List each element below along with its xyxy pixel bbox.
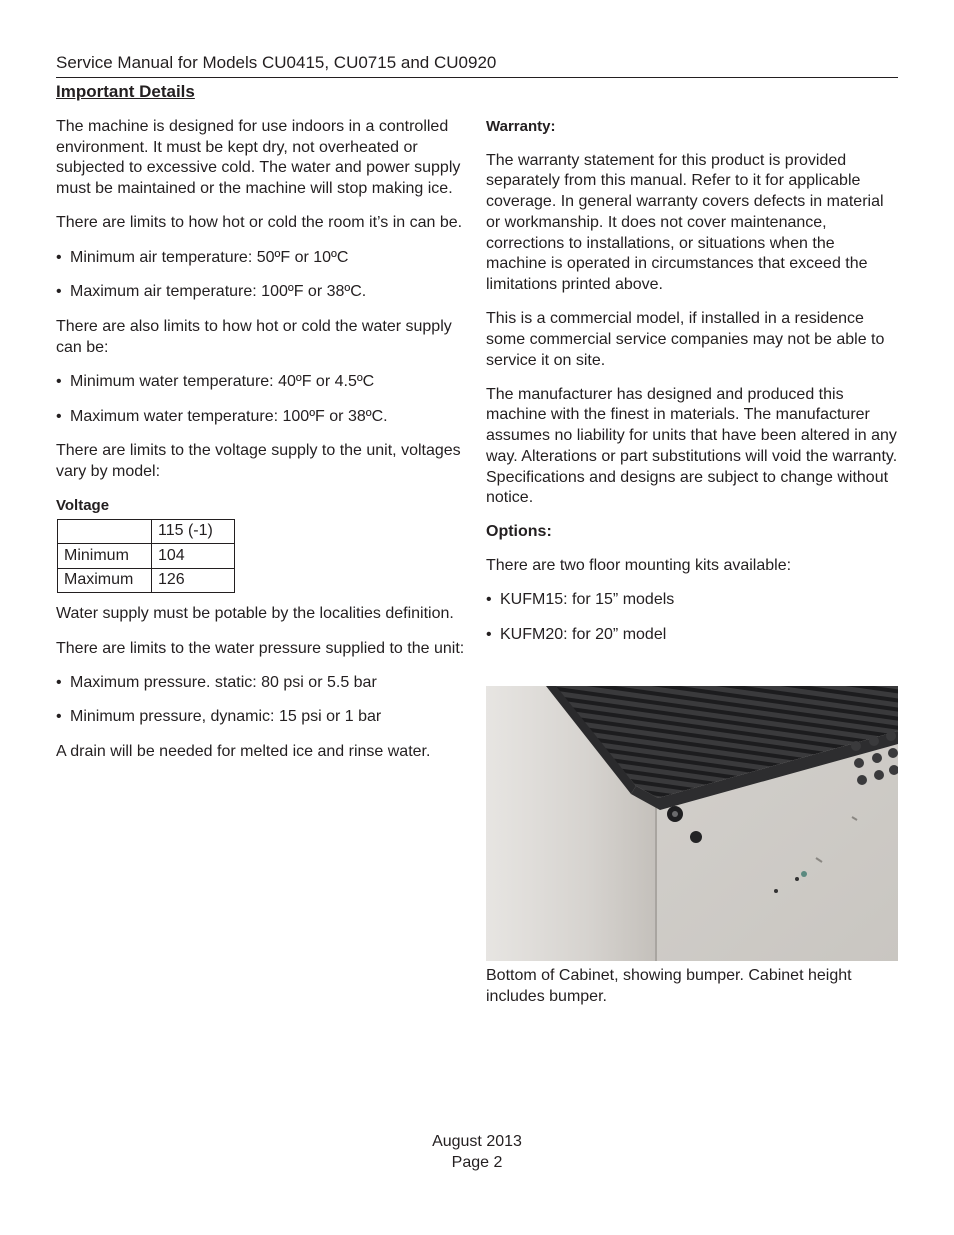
list-item-text: Maximum air temperature: 100ºF or 38ºC.	[70, 283, 367, 301]
list-item-text: Minimum air temperature: 50ºF or 10ºC	[70, 248, 349, 266]
potable-paragraph: Water supply must be potable by the localities definition.	[56, 605, 454, 623]
list-item-text: Minimum pressure, dynamic: 15 psi or 1 bar	[70, 708, 382, 726]
warranty-title: Warranty:	[486, 118, 556, 135]
section-title: Important Details	[56, 82, 195, 101]
drain-paragraph: A drain will be needed for melted ice and rinse water.	[56, 743, 431, 761]
bullet-icon: •	[486, 591, 492, 609]
page-header: Service Manual for Models CU0415, CU0715 and CU0920	[56, 52, 898, 78]
list-item-text: Maximum water temperature: 100ºF or 38ºC.	[70, 407, 388, 425]
intro-paragraph: The machine is designed for use indoors in a controlled environment. It must be kept dry, not overheated or subjected to excessive cold. The water and power supply must be maintained or the machine will stop making ice.	[56, 118, 461, 198]
page-footer	[0, 1131, 954, 1173]
warranty-paragraph: The warranty statement for this product is provided separately from this manual. Refer to it for applicable coverage. In general warranty covers defects in material or workmanship. It does not cover maintenance, corrections to installations, or situations when the machine is operated in circumstances that exceed the limitations printed above.	[486, 151, 884, 293]
table-cell	[58, 519, 152, 544]
list-item	[56, 407, 468, 428]
list-item-text: KUFM15: for 15” models	[500, 591, 675, 609]
list-item	[56, 707, 468, 728]
bullet-icon: •	[56, 673, 62, 691]
list-item-text: Maximum pressure. static: 80 psi or 5.5 bar	[70, 673, 377, 691]
list-item-text: KUFM20: for 20” model	[500, 626, 667, 644]
bullet-icon: •	[56, 708, 62, 726]
right-column	[486, 117, 898, 660]
pressure-paragraph: There are limits to the water pressure supplied to the unit:	[56, 639, 465, 657]
page-number: Page 2	[451, 1154, 503, 1171]
bullet-icon: •	[56, 407, 62, 425]
list-item	[486, 590, 898, 611]
cabinet-illustration	[486, 686, 898, 961]
room-limits-paragraph: There are limits to how hot or cold the room it’s in can be.	[56, 214, 463, 232]
table-cell: 104	[152, 544, 235, 569]
table-row	[58, 568, 235, 593]
voltage-table-title: Voltage	[56, 497, 110, 515]
table-cell: Minimum	[58, 544, 152, 569]
photo-caption: Bottom of Cabinet, showing bumper. Cabinet height includes bumper.	[486, 967, 852, 1005]
table-row	[58, 519, 235, 544]
table-cell: 126	[152, 568, 235, 593]
table-cell: 115 (-1)	[152, 519, 235, 544]
manufacturer-paragraph: The manufacturer has designed and produced this machine with the finest in materials. The manufacturer assumes no liability for units that have been altered in any way. Alterations or part substitutions will void the warranty. Specifications and designs are subject to change without notice.	[486, 385, 898, 507]
footer-date: August 2013	[432, 1133, 522, 1150]
cabinet-bottom-photo	[486, 686, 898, 961]
options-title: Options:	[486, 523, 552, 541]
water-limits-paragraph: There are also limits to how hot or cold the water supply can be:	[56, 317, 452, 356]
list-item	[56, 248, 468, 269]
list-item	[56, 673, 468, 694]
left-column	[56, 117, 468, 776]
voltage-paragraph: There are limits to the voltage supply to the unit, voltages vary by model:	[56, 442, 461, 480]
list-item-text: Minimum water temperature: 40ºF or 4.5ºC	[70, 372, 375, 390]
voltage-table	[57, 519, 235, 594]
commercial-paragraph: This is a commercial model, if installed in a residence some commercial service companies may not be able to service it on site.	[486, 310, 885, 369]
bullet-icon: •	[486, 626, 492, 644]
table-row	[58, 544, 235, 569]
bullet-icon: •	[56, 372, 62, 390]
list-item	[56, 282, 468, 303]
table-cell: Maximum	[58, 568, 152, 593]
list-item	[56, 372, 468, 393]
list-item	[486, 625, 898, 646]
bullet-icon: •	[56, 283, 62, 301]
bullet-icon: •	[56, 248, 62, 266]
options-paragraph: There are two floor mounting kits available:	[486, 557, 792, 575]
